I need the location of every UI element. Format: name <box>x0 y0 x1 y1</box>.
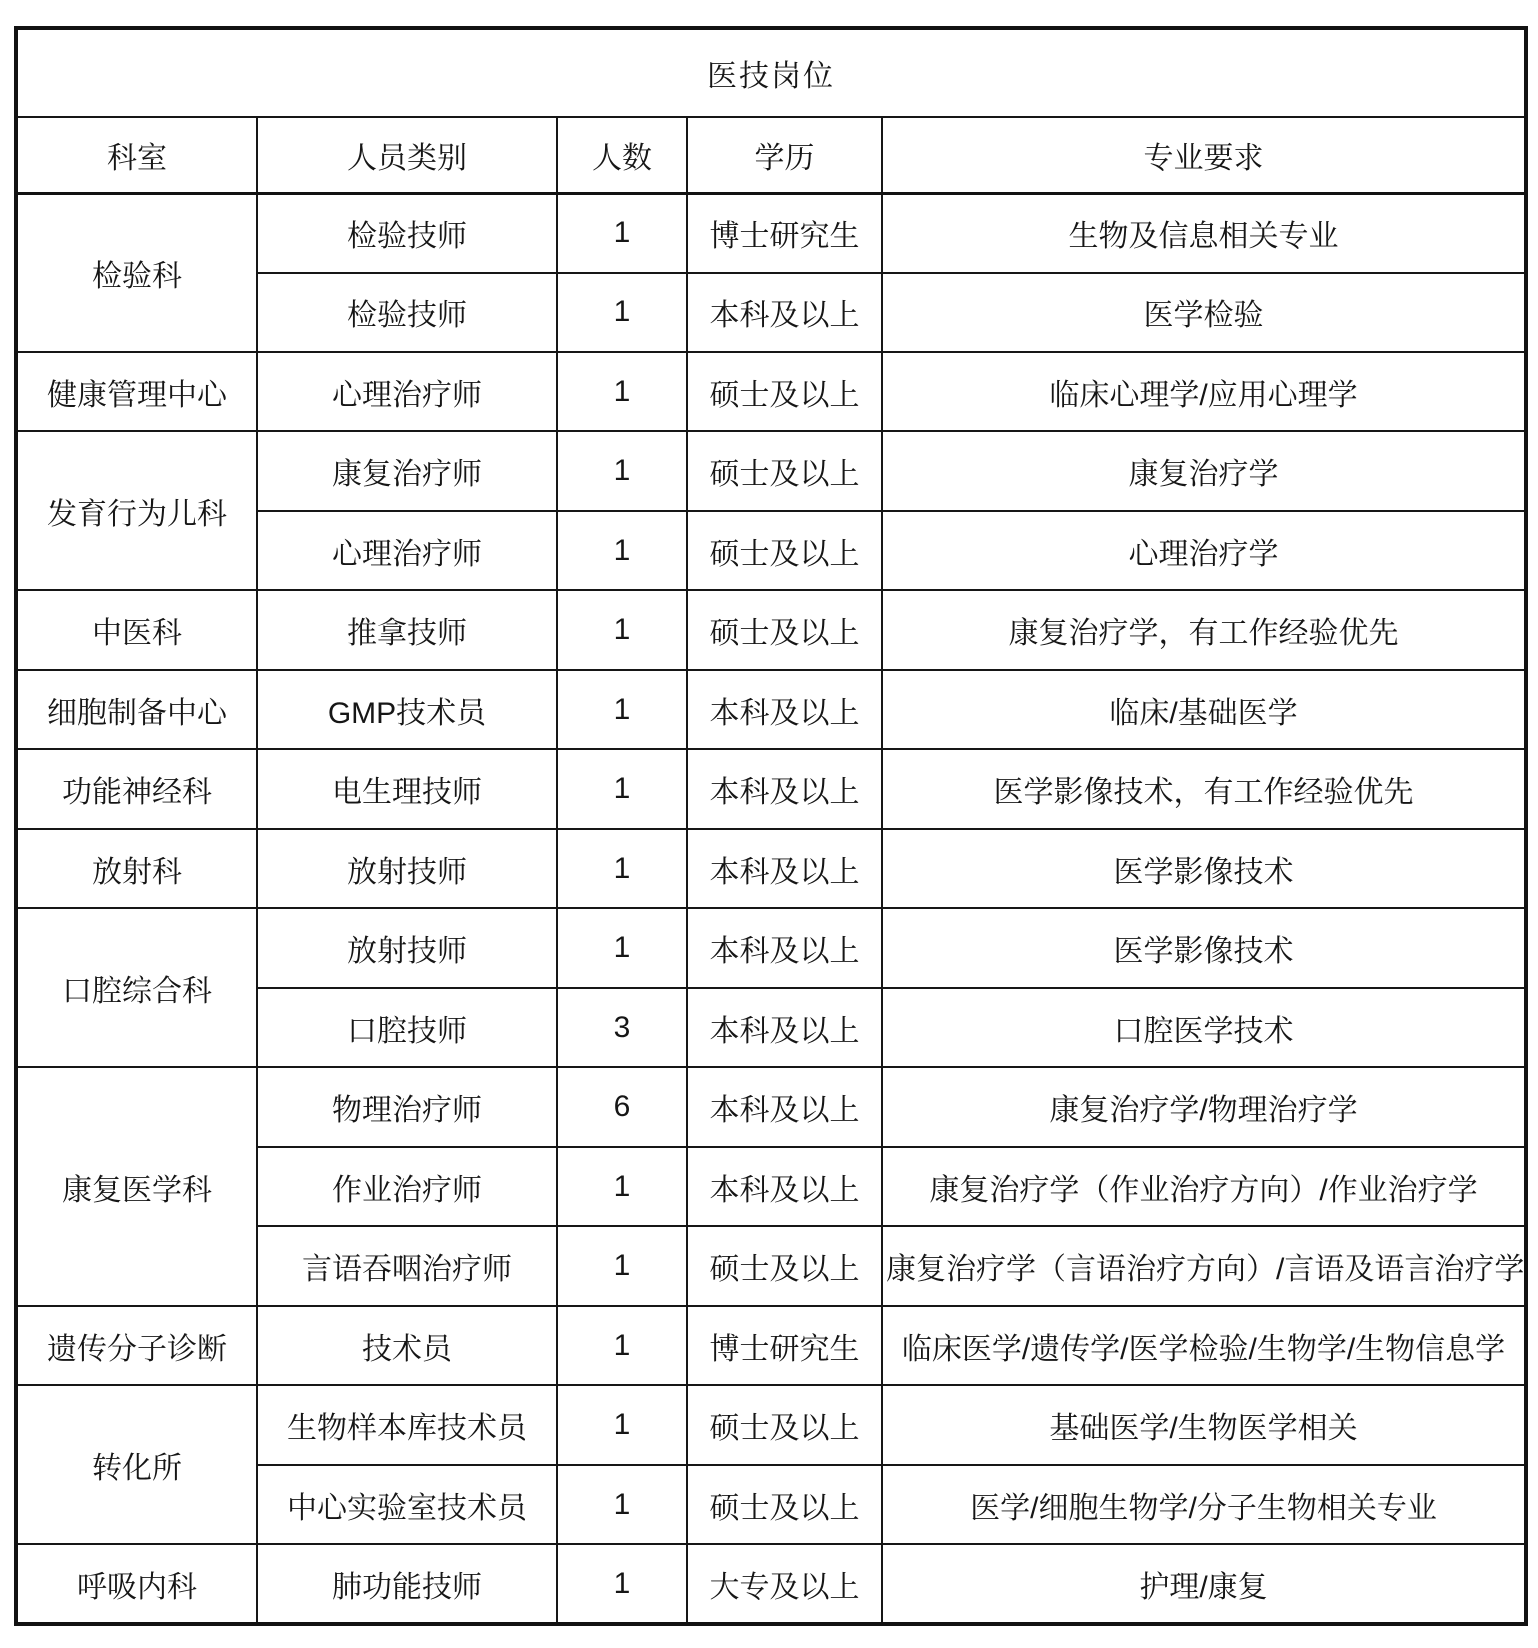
count-cell: 1 <box>557 1465 687 1544</box>
education-cell: 硕士及以上 <box>687 431 882 510</box>
header-row <box>16 117 1526 193</box>
count-cell: 1 <box>557 1385 687 1464</box>
department-cell: 细胞制备中心 <box>16 670 257 749</box>
education-cell: 本科及以上 <box>687 988 882 1067</box>
table-row <box>16 908 1526 987</box>
education-cell: 本科及以上 <box>687 829 882 908</box>
table-title-row <box>16 28 1526 117</box>
count-cell: 1 <box>557 670 687 749</box>
education-cell: 硕士及以上 <box>687 1226 882 1305</box>
education-cell: 硕士及以上 <box>687 1385 882 1464</box>
education-cell: 博士研究生 <box>687 1306 882 1385</box>
education-cell: 本科及以上 <box>687 1147 882 1226</box>
column-header-education: 学历 <box>687 117 882 193</box>
major-cell: 康复治疗学，有工作经验优先 <box>882 590 1526 669</box>
education-cell: 硕士及以上 <box>687 1465 882 1544</box>
count-cell: 1 <box>557 1306 687 1385</box>
major-cell: 医学检验 <box>882 273 1526 352</box>
category-cell: 放射技师 <box>257 829 557 908</box>
major-cell: 医学/细胞生物学/分子生物相关专业 <box>882 1465 1526 1544</box>
education-cell: 博士研究生 <box>687 193 882 272</box>
count-cell: 1 <box>557 1226 687 1305</box>
major-cell: 口腔医学技术 <box>882 988 1526 1067</box>
table-row <box>16 829 1526 908</box>
category-cell: 生物样本库技术员 <box>257 1385 557 1464</box>
column-header-count: 人数 <box>557 117 687 193</box>
count-cell: 1 <box>557 590 687 669</box>
major-cell: 心理治疗学 <box>882 511 1526 590</box>
category-cell: 心理治疗师 <box>257 511 557 590</box>
education-cell: 本科及以上 <box>687 908 882 987</box>
count-cell: 1 <box>557 273 687 352</box>
table-row <box>16 352 1526 431</box>
major-cell: 基础医学/生物医学相关 <box>882 1385 1526 1464</box>
major-cell: 康复治疗学/物理治疗学 <box>882 1067 1526 1146</box>
category-cell: 心理治疗师 <box>257 352 557 431</box>
category-cell: 肺功能技师 <box>257 1544 557 1624</box>
department-cell: 遗传分子诊断 <box>16 1306 257 1385</box>
category-cell: GMP技术员 <box>257 670 557 749</box>
category-cell: 作业治疗师 <box>257 1147 557 1226</box>
count-cell: 1 <box>557 352 687 431</box>
table-row <box>16 670 1526 749</box>
major-cell: 生物及信息相关专业 <box>882 193 1526 272</box>
department-cell: 中医科 <box>16 590 257 669</box>
major-cell: 医学影像技术，有工作经验优先 <box>882 749 1526 828</box>
major-cell: 临床医学/遗传学/医学检验/生物学/生物信息学 <box>882 1306 1526 1385</box>
education-cell: 硕士及以上 <box>687 511 882 590</box>
category-cell: 言语吞咽治疗师 <box>257 1226 557 1305</box>
major-cell: 临床/基础医学 <box>882 670 1526 749</box>
education-cell: 本科及以上 <box>687 670 882 749</box>
count-cell: 3 <box>557 988 687 1067</box>
table-row <box>16 1544 1526 1624</box>
major-cell: 临床心理学/应用心理学 <box>882 352 1526 431</box>
major-cell: 康复治疗学 <box>882 431 1526 510</box>
education-cell: 硕士及以上 <box>687 590 882 669</box>
education-cell: 本科及以上 <box>687 1067 882 1146</box>
count-cell: 6 <box>557 1067 687 1146</box>
department-cell: 功能神经科 <box>16 749 257 828</box>
count-cell: 1 <box>557 1147 687 1226</box>
major-cell: 护理/康复 <box>882 1544 1526 1624</box>
table-row <box>16 193 1526 272</box>
education-cell: 硕士及以上 <box>687 352 882 431</box>
major-cell: 医学影像技术 <box>882 829 1526 908</box>
category-cell: 检验技师 <box>257 273 557 352</box>
table-row <box>16 431 1526 510</box>
major-cell: 康复治疗学（言语治疗方向）/言语及语言治疗学 <box>882 1226 1526 1305</box>
department-cell: 发育行为儿科 <box>16 431 257 590</box>
category-cell: 检验技师 <box>257 193 557 272</box>
department-cell: 检验科 <box>16 193 257 352</box>
column-header-department: 科室 <box>16 117 257 193</box>
department-cell: 健康管理中心 <box>16 352 257 431</box>
category-cell: 中心实验室技术员 <box>257 1465 557 1544</box>
count-cell: 1 <box>557 1544 687 1624</box>
count-cell: 1 <box>557 749 687 828</box>
count-cell: 1 <box>557 511 687 590</box>
count-cell: 1 <box>557 193 687 272</box>
table-row <box>16 1306 1526 1385</box>
category-cell: 技术员 <box>257 1306 557 1385</box>
education-cell: 大专及以上 <box>687 1544 882 1624</box>
category-cell: 口腔技师 <box>257 988 557 1067</box>
table-title: 医技岗位 <box>16 28 1526 117</box>
category-cell: 康复治疗师 <box>257 431 557 510</box>
table-row <box>16 590 1526 669</box>
count-cell: 1 <box>557 431 687 510</box>
education-cell: 本科及以上 <box>687 749 882 828</box>
department-cell: 口腔综合科 <box>16 908 257 1067</box>
education-cell: 本科及以上 <box>687 273 882 352</box>
column-header-major: 专业要求 <box>882 117 1526 193</box>
count-cell: 1 <box>557 908 687 987</box>
table-row <box>16 749 1526 828</box>
department-cell: 放射科 <box>16 829 257 908</box>
major-cell: 医学影像技术 <box>882 908 1526 987</box>
medical-positions-table <box>14 26 1528 1626</box>
category-cell: 电生理技师 <box>257 749 557 828</box>
column-header-category: 人员类别 <box>257 117 557 193</box>
table-row <box>16 1067 1526 1146</box>
major-cell: 康复治疗学（作业治疗方向）/作业治疗学 <box>882 1147 1526 1226</box>
department-cell: 呼吸内科 <box>16 1544 257 1624</box>
department-cell: 转化所 <box>16 1385 257 1544</box>
category-cell: 放射技师 <box>257 908 557 987</box>
category-cell: 推拿技师 <box>257 590 557 669</box>
department-cell: 康复医学科 <box>16 1067 257 1305</box>
category-cell: 物理治疗师 <box>257 1067 557 1146</box>
count-cell: 1 <box>557 829 687 908</box>
table-row <box>16 1385 1526 1464</box>
